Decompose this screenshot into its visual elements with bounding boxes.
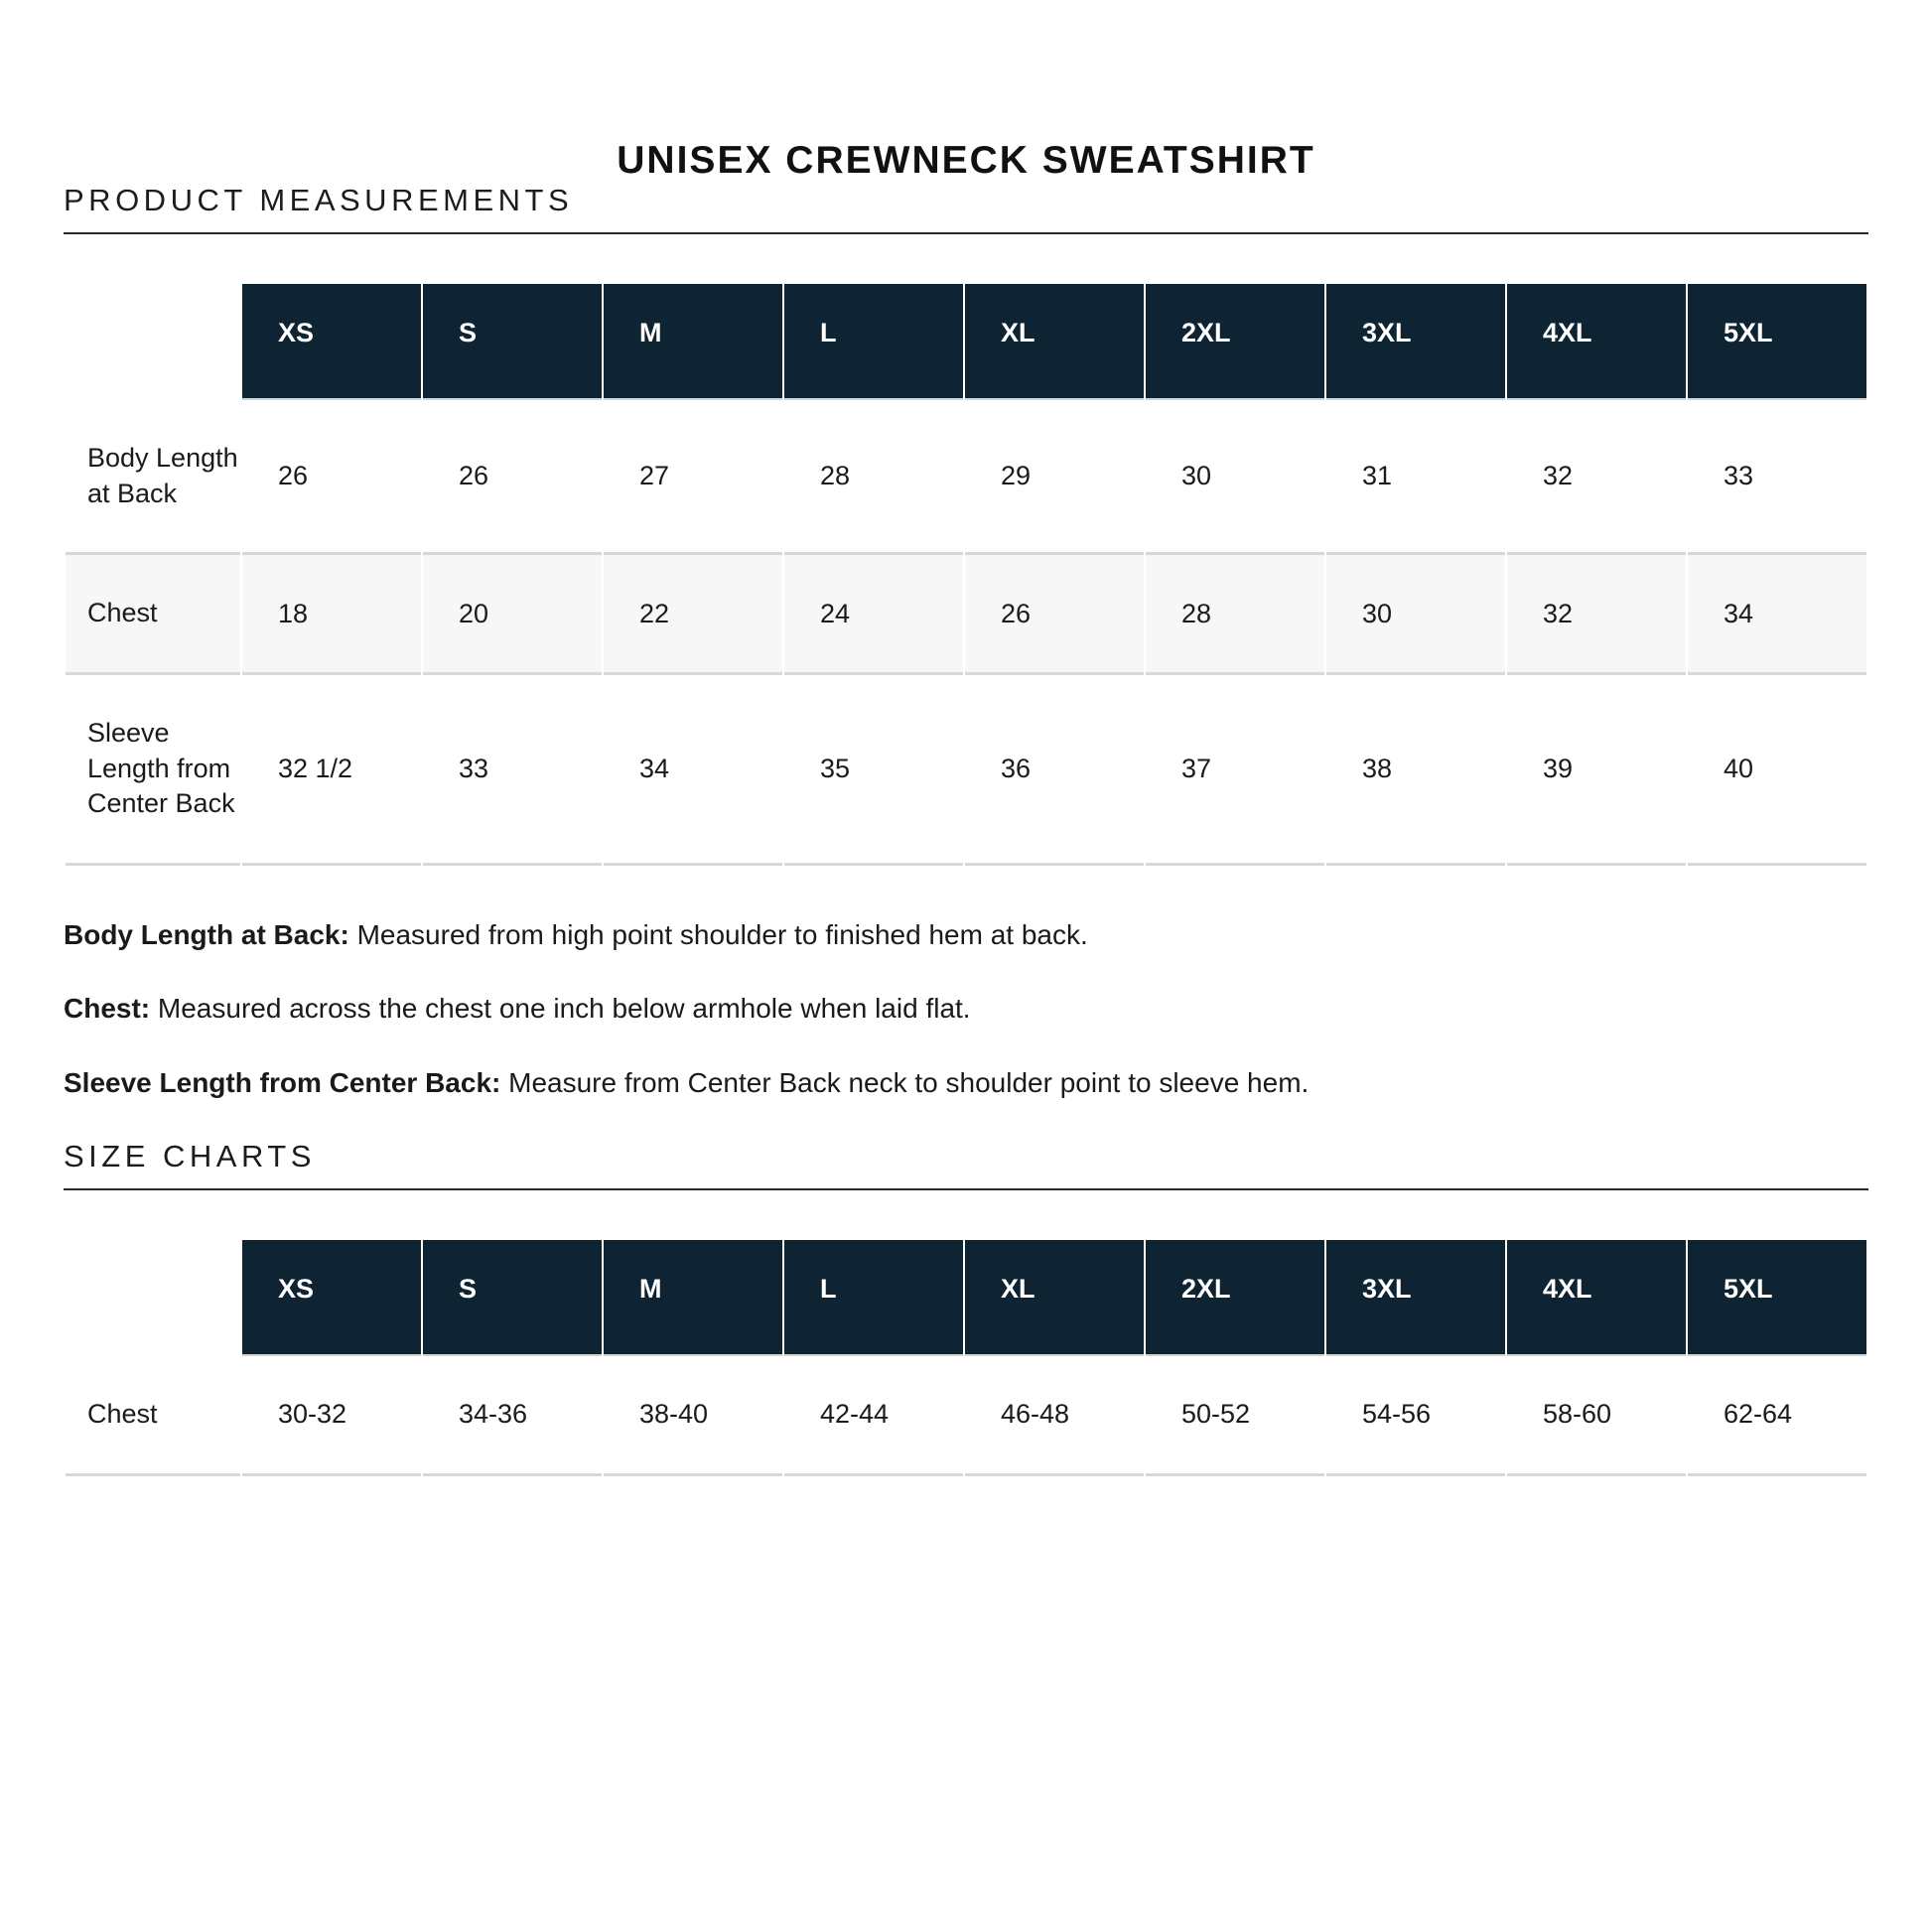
measurement-row — [66, 675, 1866, 866]
product-measurements-section — [64, 183, 1868, 1101]
measurement-row — [66, 1356, 1866, 1476]
size-header-cell: M — [604, 1240, 782, 1356]
product-measurements-table — [64, 284, 1868, 866]
measurement-value-cell: 62-64 — [1688, 1356, 1866, 1476]
size-header-cell: 2XL — [1146, 1240, 1324, 1356]
measurement-value-cell: 39 — [1507, 675, 1686, 866]
size-header-cell: XS — [242, 284, 421, 400]
measurement-value-cell: 33 — [423, 675, 602, 866]
size-header-cell: L — [784, 1240, 963, 1356]
measurement-value-cell: 38-40 — [604, 1356, 782, 1476]
blank-header-cell — [66, 1240, 240, 1356]
measurement-value-cell: 40 — [1688, 675, 1866, 866]
blank-header-cell — [66, 284, 240, 400]
measurement-notes — [64, 917, 1868, 1101]
measurement-value-cell: 26 — [423, 400, 602, 555]
measurement-row — [66, 400, 1866, 555]
measurement-note: Chest: Measured across the chest one inch below armhole when laid flat. — [64, 993, 971, 1025]
size-header-row — [66, 284, 1866, 400]
product-measurements-divider — [64, 232, 1868, 234]
size-header-cell: 3XL — [1326, 284, 1505, 400]
size-charts-divider — [64, 1188, 1868, 1190]
measurement-value-cell: 31 — [1326, 400, 1505, 555]
note-term: Sleeve Length from Center Back: — [64, 1066, 501, 1098]
measurement-value-cell: 38 — [1326, 675, 1505, 866]
size-header-cell: XS — [242, 1240, 421, 1356]
measurement-value-cell: 30 — [1146, 400, 1324, 555]
measurement-value-cell: 18 — [242, 555, 421, 675]
row-label-cell: Chest — [66, 555, 240, 675]
measurement-value-cell: 35 — [784, 675, 963, 866]
measurement-value-cell: 28 — [1146, 555, 1324, 675]
product-measurements-heading: PRODUCT MEASUREMENTS — [64, 183, 574, 217]
measurement-value-cell: 29 — [965, 400, 1144, 555]
size-charts-section — [64, 1139, 1868, 1476]
measurement-value-cell: 37 — [1146, 675, 1324, 866]
size-header-cell: 5XL — [1688, 284, 1866, 400]
measurement-value-cell: 42-44 — [784, 1356, 963, 1476]
measurement-value-cell: 30 — [1326, 555, 1505, 675]
measurement-value-cell: 58-60 — [1507, 1356, 1686, 1476]
size-header-cell: S — [423, 284, 602, 400]
measurement-value-cell: 34 — [1688, 555, 1866, 675]
measurement-value-cell: 32 1/2 — [242, 675, 421, 866]
size-chart-rows — [66, 1356, 1866, 1476]
row-label-cell: Sleeve Length from Center Back — [66, 675, 240, 866]
size-header-row — [66, 284, 1866, 400]
size-header-cell: 5XL — [1688, 1240, 1866, 1356]
size-header-cell: M — [604, 284, 782, 400]
measurement-value-cell: 22 — [604, 555, 782, 675]
note-term: Chest: — [64, 993, 151, 1025]
row-label-cell: Body Length at Back — [66, 400, 240, 555]
measurement-value-cell: 34 — [604, 675, 782, 866]
page-title: UNISEX CREWNECK SWEATSHIRT — [617, 139, 1315, 182]
size-header-cell: 2XL — [1146, 284, 1324, 400]
measurement-value-cell: 20 — [423, 555, 602, 675]
measurement-note: Sleeve Length from Center Back: Measure from Center Back neck to shoulder point to sleeve hem. — [64, 1066, 1310, 1098]
size-header-cell: 4XL — [1507, 1240, 1686, 1356]
measurement-value-cell: 46-48 — [965, 1356, 1144, 1476]
size-header-cell: S — [423, 1240, 602, 1356]
measurement-value-cell: 27 — [604, 400, 782, 555]
measurement-value-cell: 30-32 — [242, 1356, 421, 1476]
measurement-note: Body Length at Back: Measured from high point shoulder to finished hem at back. — [64, 918, 1088, 950]
measurement-value-cell: 50-52 — [1146, 1356, 1324, 1476]
note-term: Body Length at Back: — [64, 918, 349, 950]
size-charts-table — [64, 1240, 1868, 1476]
size-header-cell: 4XL — [1507, 284, 1686, 400]
measurement-value-cell: 26 — [242, 400, 421, 555]
size-header-cell: 3XL — [1326, 1240, 1505, 1356]
measurement-value-cell: 32 — [1507, 555, 1686, 675]
measurement-value-cell: 54-56 — [1326, 1356, 1505, 1476]
measurement-rows — [66, 400, 1866, 866]
measurement-value-cell: 24 — [784, 555, 963, 675]
measurement-value-cell: 34-36 — [423, 1356, 602, 1476]
size-header-cell: XL — [965, 1240, 1144, 1356]
measurement-value-cell: 26 — [965, 555, 1144, 675]
measurement-value-cell: 28 — [784, 400, 963, 555]
measurement-value-cell: 36 — [965, 675, 1144, 866]
size-header-cell: L — [784, 284, 963, 400]
size-header-row — [66, 1240, 1866, 1356]
measurement-row — [66, 555, 1866, 675]
measurement-value-cell: 33 — [1688, 400, 1866, 555]
size-header-row — [66, 1240, 1866, 1356]
size-header-cell: XL — [965, 284, 1144, 400]
size-charts-heading: SIZE CHARTS — [64, 1138, 316, 1173]
measurement-value-cell: 32 — [1507, 400, 1686, 555]
row-label-cell: Chest — [66, 1356, 240, 1476]
